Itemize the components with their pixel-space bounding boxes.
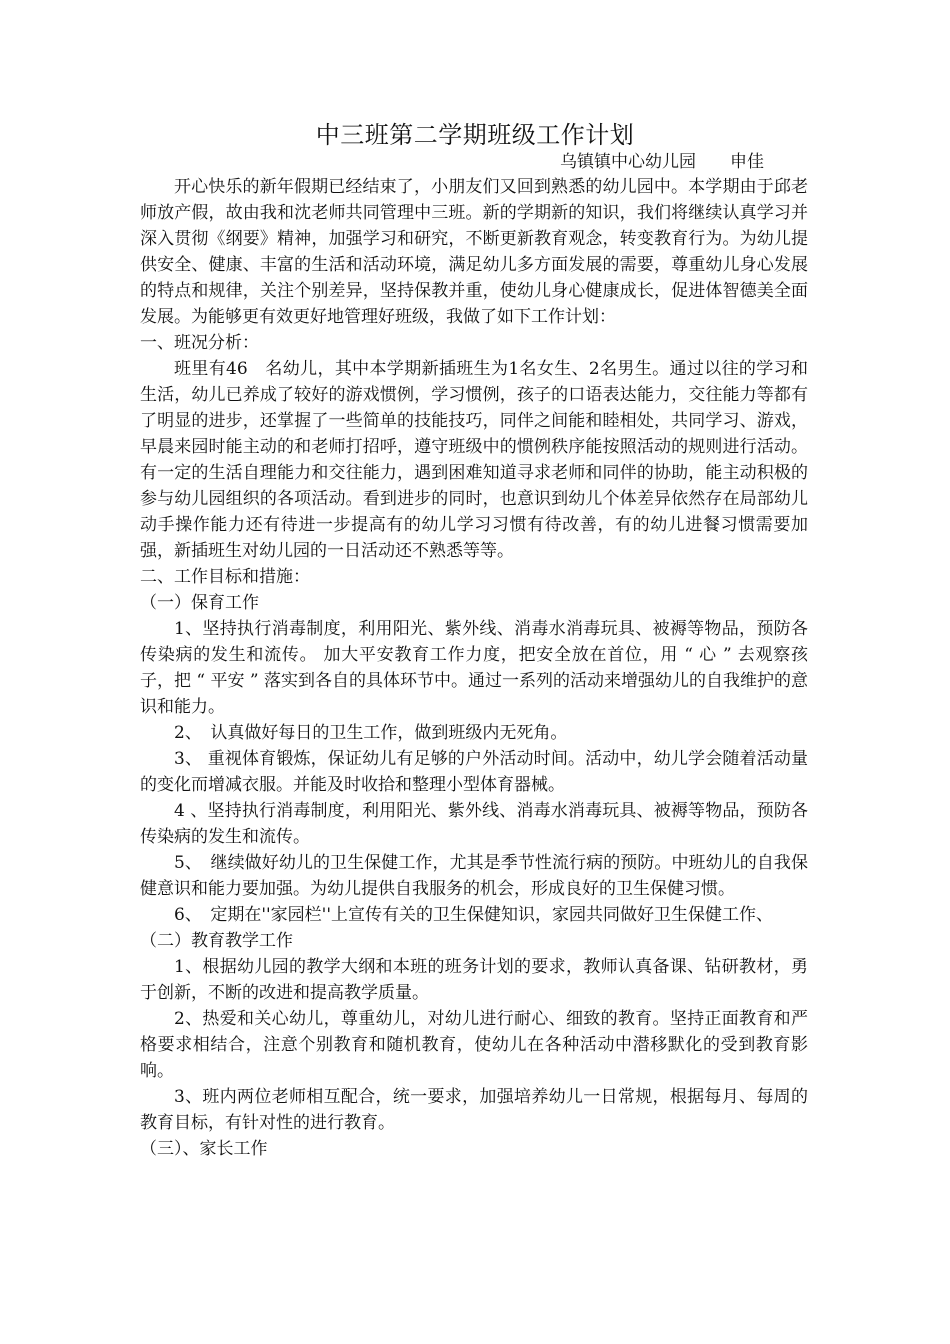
list-item: 5、 继续做好幼儿的卫生保健工作，尤其是季节性流行病的预防。中班幼儿的自我保健意识和能力要加强。为幼儿提供自我服务的机会，形成良好的卫生保健习惯。 (140, 853, 808, 899)
subsection-heading: （一）保育工作 (140, 593, 259, 613)
list-item: 2、 认真做好每日的卫生工作，做到班级内无死角。 (174, 723, 568, 743)
list-item: 4 、坚持执行消毒制度，利用阳光、紫外线、消毒水消毒玩具、被褥等物品，预防各传染病的发生和流传。 (140, 801, 808, 847)
list-item: 1、坚持执行消毒制度，利用阳光、紫外线、消毒水消毒玩具、被褥等物品，预防各传染病的发生和流传。 加大平安教育工作力度，把安全放在首位，用 “ 心 ” 去观察孩子，把 “ 平安 ” 落实到各自的具体环节中。通过一系列的活动来增强幼儿的自我维护的意识和能力。 (140, 619, 808, 717)
document-author: 乌镇镇中心幼儿园 申佳 (560, 152, 764, 172)
section-heading: 二、工作目标和措施： (140, 567, 310, 587)
list-item: 3、班内两位老师相互配合，统一要求，加强培养幼儿一日常规，根据每月、每周的教育目标，有针对性的进行教育。 (140, 1087, 808, 1133)
document-body (140, 174, 808, 1162)
list-item: 1、根据幼儿园的教学大纲和本班的班务计划的要求，教师认真备课、钻研教材，勇于创新，不断的改进和提高教学质量。 (140, 957, 808, 1003)
subsection-heading: （二）教育教学工作 (140, 931, 293, 951)
section-heading: 一、班况分析： (140, 333, 259, 353)
list-item: 2、热爱和关心幼儿，尊重幼儿，对幼儿进行耐心、细致的教育。坚持正面教育和严格要求相结合，注意个别教育和随机教育，使幼儿在各种活动中潜移默化的受到教育影响。 (140, 1009, 808, 1081)
list-item: 3、 重视体育锻炼，保证幼儿有足够的户外活动时间。活动中，幼儿学会随着活动量的变化而增减衣服。并能及时收拾和整理小型体育器械。 (140, 749, 808, 795)
paragraph: 班里有46 名幼儿，其中本学期新插班生为1名女生、2名男生。通过以往的学习和生活，幼儿已养成了较好的游戏惯例，学习惯例，孩子的口语表达能力，交往能力等都有了明显的进步，还掌握了一些简单的技能技巧，同伴之间能和睦相处，共同学习、游戏，早晨来园时能主动的和老师打招呼，遵守班级中的惯例秩序能按照活动的规则进行活动。有一定的生活自理能力和交往能力，遇到困难知道寻求老师和同伴的协助，能主动积极的参与幼儿园组织的各项活动。看到进步的同时，也意识到幼儿个体差异依然存在局部幼儿动手操作能力还有待进一步提高有的幼儿学习习惯有待改善，有的幼儿进餐习惯需要加强，新插班生对幼儿园的一日活动还不熟悉等等。 (140, 359, 808, 561)
document-title: 中三班第二学期班级工作计划 (315, 121, 635, 149)
paragraph-intro: 开心快乐的新年假期已经结束了，小朋友们又回到熟悉的幼儿园中。本学期由于邱老师放产假，故由我和沈老师共同管理中三班。新的学期新的知识，我们将继续认真学习并深入贯彻《纲要》精神，加强学习和研究，不断更新教育观念，转变教育行为。为幼儿提供安全、健康、丰富的生活和活动环境，满足幼儿多方面发展的需要，尊重幼儿身心发展的特点和规律，关注个别差异，坚持保教并重，使幼儿身心健康成长，促进体智德美全面发展。为能够更有效更好地管理好班级，我做了如下工作计划： (140, 177, 808, 327)
subsection-heading: （三）、家长工作 (140, 1139, 268, 1159)
list-item: 6、 定期在''家园栏''上宣传有关的卫生保健知识，家园共同做好卫生保健工作、 (174, 905, 774, 925)
